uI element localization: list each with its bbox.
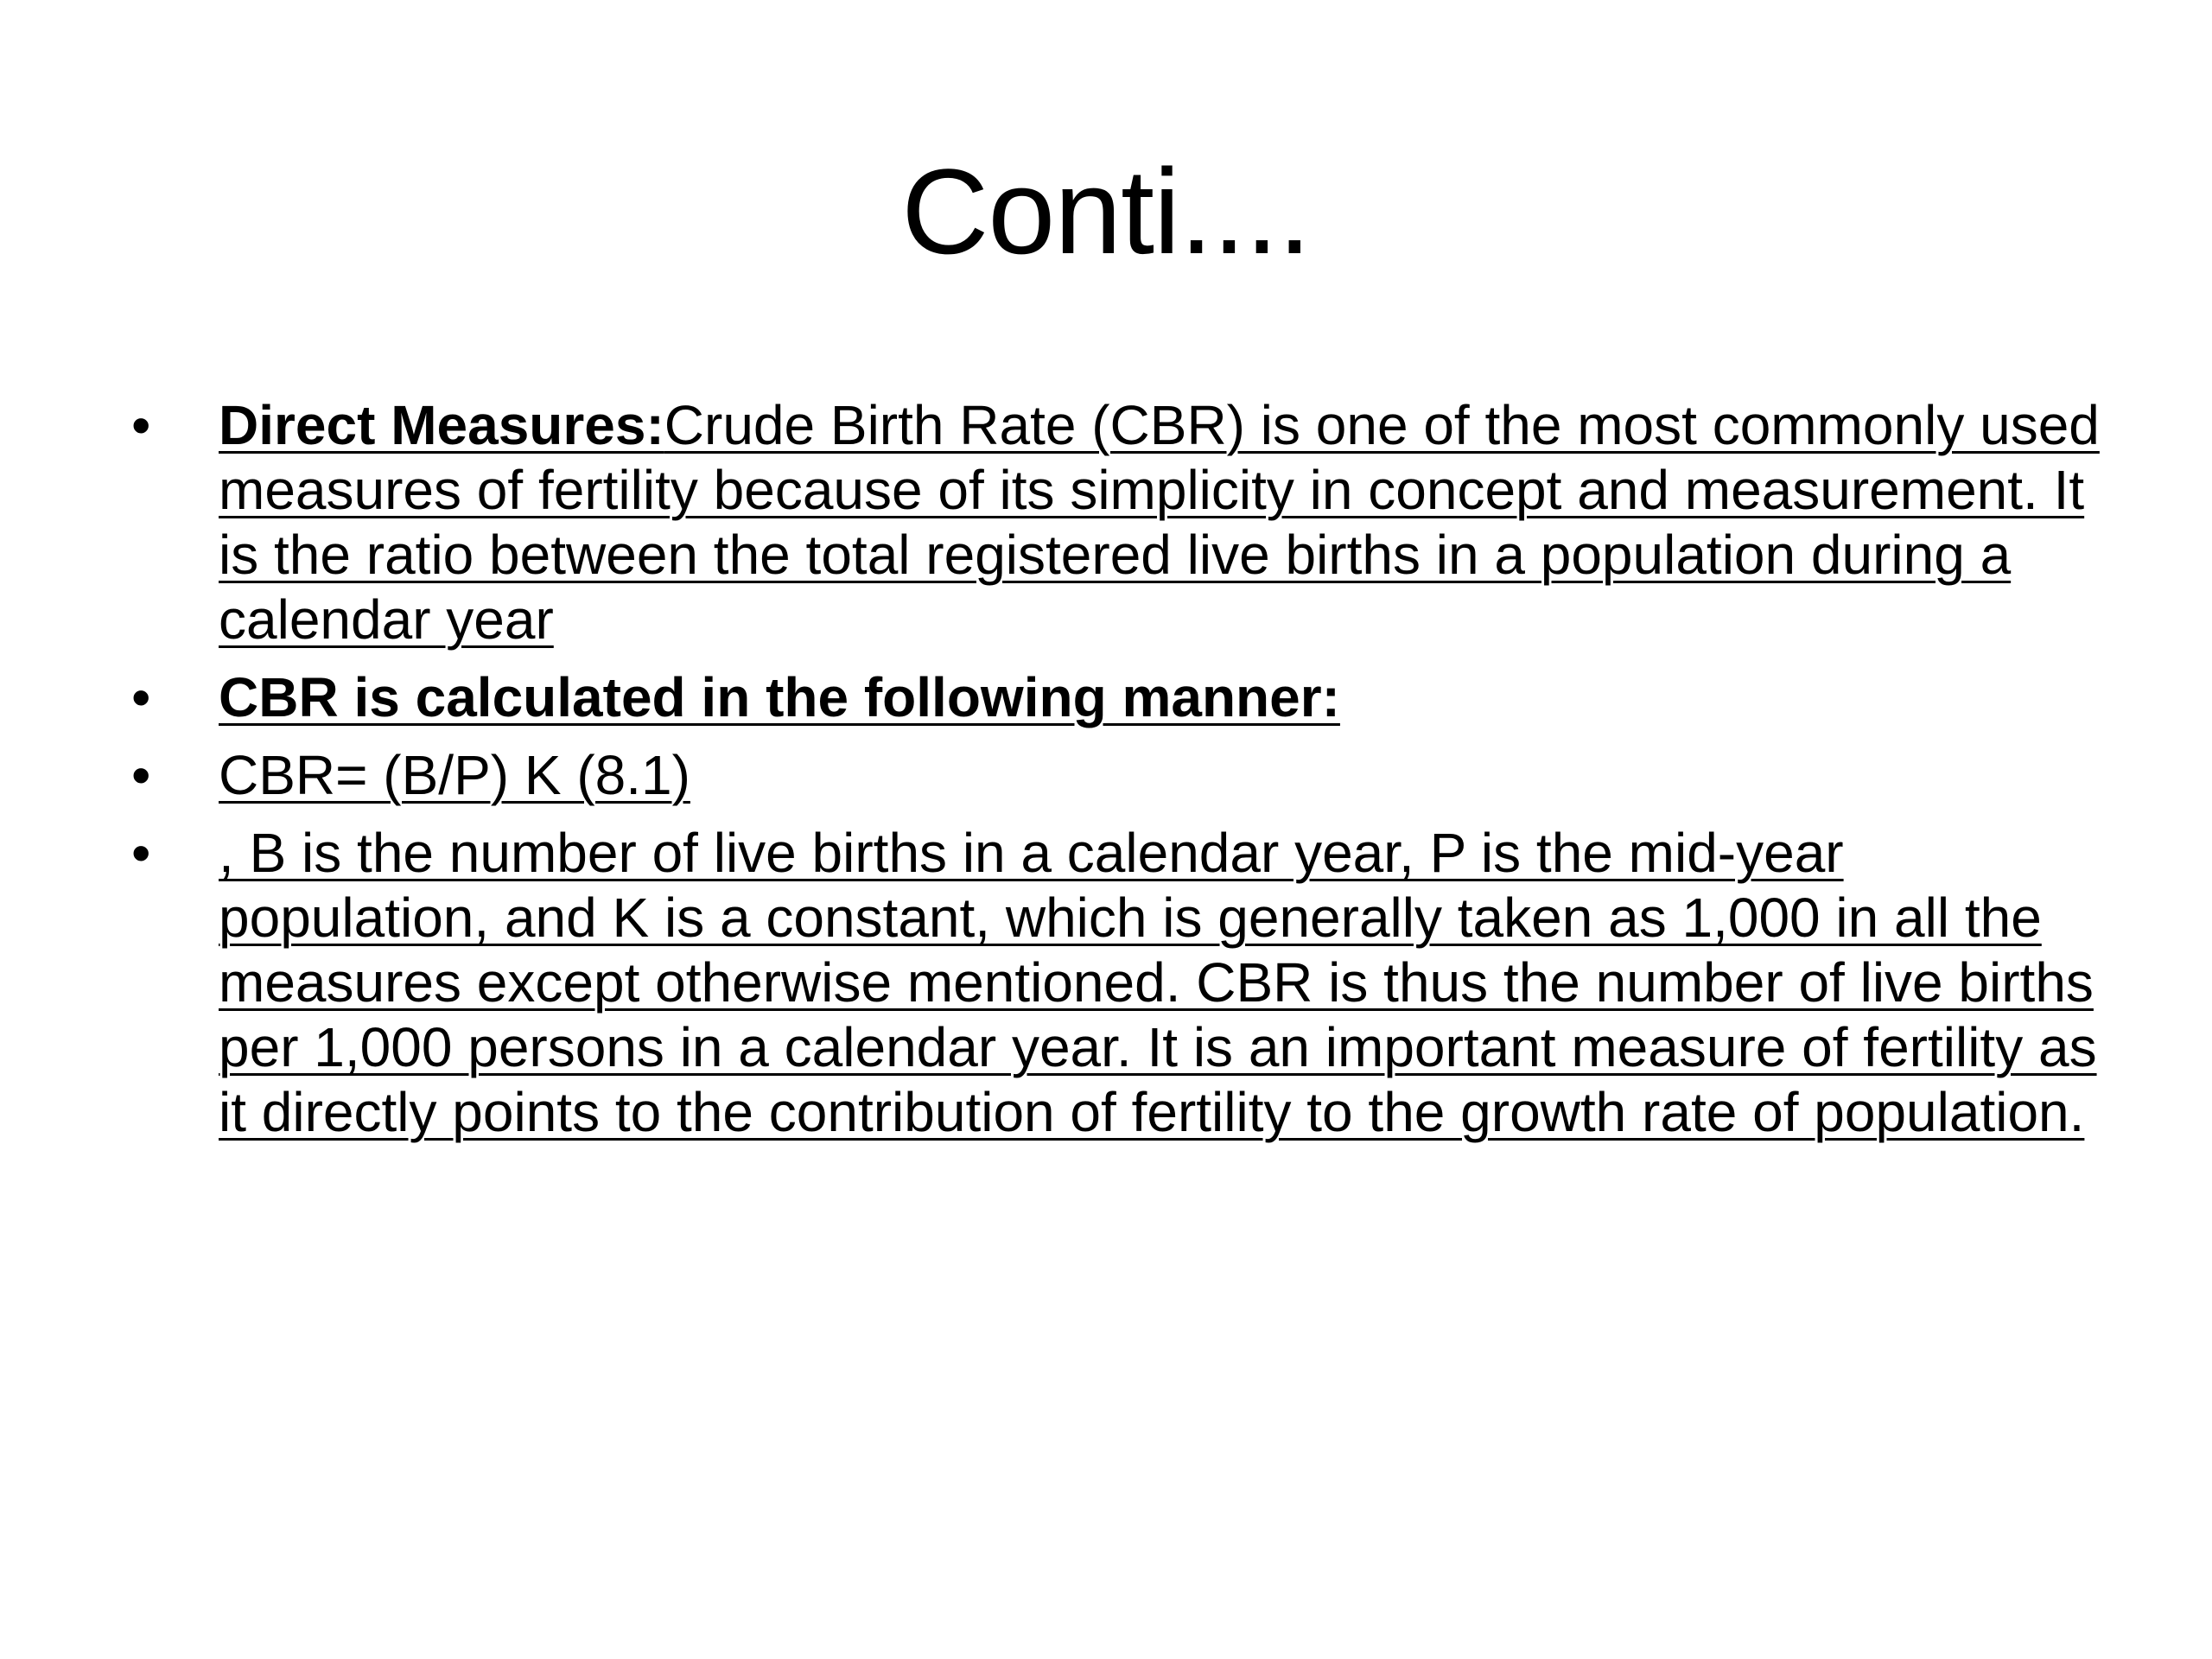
bullet-icon: • xyxy=(131,822,151,884)
bullet-direct-measures xyxy=(130,393,2117,652)
bullet-icon: • xyxy=(131,394,151,456)
bullet-cbr-calculation xyxy=(130,665,2117,730)
bullet-text xyxy=(219,394,2100,651)
bullet-bold-text: CBR is calculated in the following manner: xyxy=(219,666,1340,728)
bullet-cbr-formula xyxy=(130,743,2117,808)
bullet-list xyxy=(130,393,2117,1158)
bullet-cbr-explanation xyxy=(130,821,2117,1145)
bullet-icon: • xyxy=(131,666,151,728)
slide-title: Conti.... xyxy=(901,143,1311,279)
bullet-icon: • xyxy=(131,744,151,806)
bullet-bold-prefix: Direct Measures: xyxy=(219,394,664,456)
bullet-body: , B is the number of live births in a calendar year, P is the mid-year population, and K is a constant, which is generally taken as 1,000 in all the measures except otherwise mentioned. CBR is thus the number of live births per 1,000 persons in a calendar year. It is an important measure of fertility as it directly points to the contribution of fertility to the growth rate of population. xyxy=(219,822,2097,1143)
bullet-body: Crude Birth Rate (CBR) is one of the most commonly used measures of fertility because of its simplicity in concept and measurement. It is the ratio between the total registered live births in a population during a calendar year xyxy=(219,394,2100,651)
bullet-formula: CBR= (B/P) K (8.1) xyxy=(219,744,690,806)
